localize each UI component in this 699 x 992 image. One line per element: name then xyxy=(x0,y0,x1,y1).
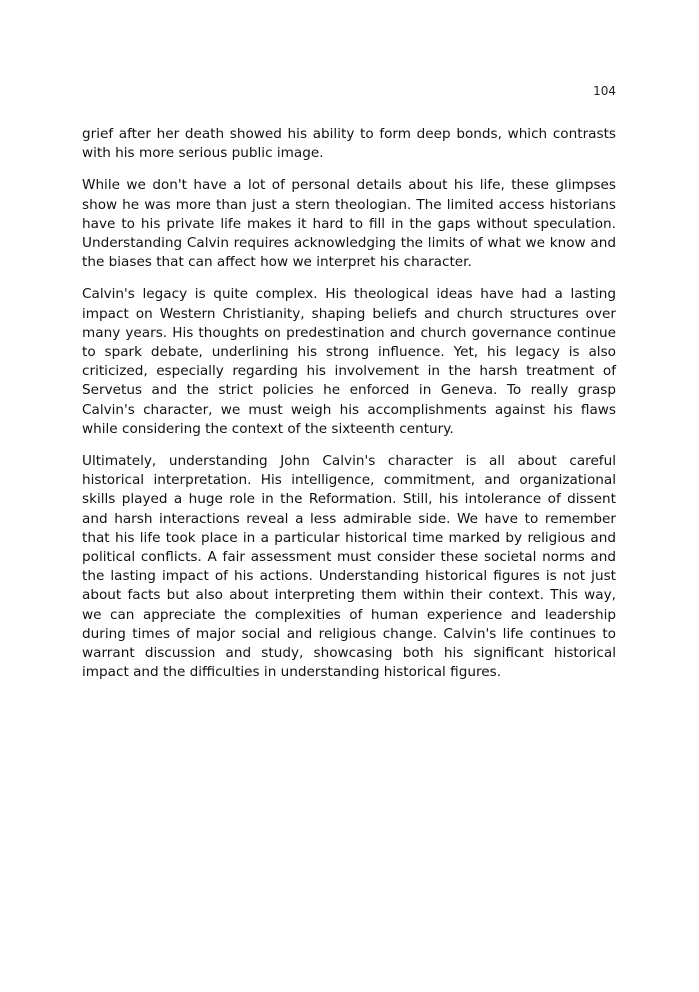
paragraph-3: Calvin's legacy is quite complex. His theological ideas have had a lasting impact on Western Christianity, shaping beliefs and church structures over many years. His thoughts on predestination and church governance continue to spark debate, underlining his strong influence. Yet, his legacy is also criticized, especially regarding his involvement in the harsh treatment of Servetus and the strict policies he enforced in Geneva. To really grasp Calvin's character, we must weigh his accomplishments against his flaws while considering the context of the sixteenth century. xyxy=(82,286,616,437)
page-number: 104 xyxy=(593,84,616,98)
paragraph-2: While we don't have a lot of personal details about his life, these glimpses show he was more than just a stern theologian. The limited access historians have to his private life makes it hard to fill in the gaps without speculation. Understanding Calvin requires acknowledging the limits of what we know and the biases that can affect how we interpret his character. xyxy=(82,177,616,271)
body-text xyxy=(82,125,616,695)
paragraph-4: Ultimately, understanding John Calvin's character is all about careful historical interpretation. His intelligence, commitment, and organizational skills played a huge role in the Reformation. Still, his intolerance of dissent and harsh interactions reveal a less admirable side. We have to remember that his life took place in a particular historical time marked by religious and political conflicts. A fair assessment must consider these societal norms and the lasting impact of his actions. Understanding historical figures is not just about facts but also about interpreting them within their context. This way, we can appreciate the complexities of human experience and leadership during times of major social and religious change. Calvin's life continues to warrant discussion and study, showcasing both his significant historical impact and the difficulties in understanding historical figures. xyxy=(82,453,616,681)
paragraph-1: grief after her death showed his ability to form deep bonds, which contrasts with his more serious public image. xyxy=(82,126,616,162)
